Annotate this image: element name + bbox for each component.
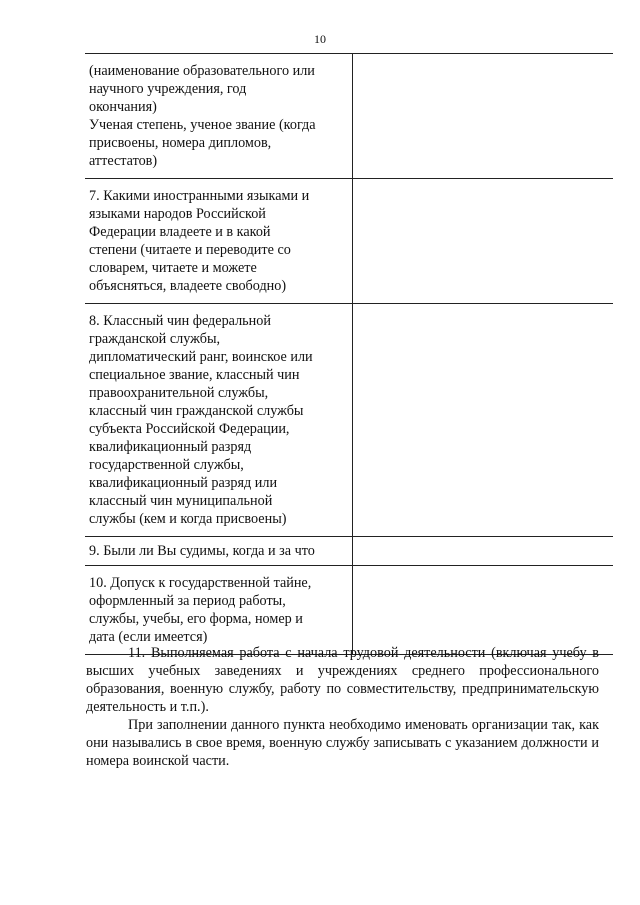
- question-cell: 8. Классный чин федеральной гражданской службы, дипломатический ранг, воинское или специальное звание, классный чин правоохранительной службы, классный чин гражданской службы субъекта Российской Федерации, квалификационный разряд государственной службы, квалификационный разряд или классный чин муниципальной службы (кем и когда присвоены): [85, 304, 353, 537]
- paragraph-11-text: 11. Выполняемая работа с начала трудовой деятельности (включая учебу в высших учебных заведениях и учреждениях среднего профессионального образования, военную службу, работу по совместительству, предпринимательскую деятельность и т.п.).: [86, 645, 599, 715]
- table-row: [85, 304, 613, 537]
- questionnaire-table: [85, 53, 613, 655]
- answer-cell[interactable]: [353, 304, 614, 537]
- question-cell: 9. Были ли Вы судимы, когда и за что: [85, 537, 353, 566]
- question-cell: 7. Какими иностранными языками и языками народов Российской Федерации владеете и в какой степени (читаете и переводите со словарем, читаете и можете объясняться, владеете свободно): [85, 179, 353, 304]
- answer-cell[interactable]: [353, 179, 614, 304]
- answer-cell[interactable]: [353, 566, 614, 655]
- table-row: [85, 54, 613, 179]
- answer-cell[interactable]: [353, 54, 614, 179]
- table-row: [85, 566, 613, 655]
- paragraph-instructions-text: При заполнении данного пункта необходимо именовать организации так, как они назывались в свое время, военную службу записывать с указанием должности и номера воинской части.: [86, 717, 599, 769]
- paragraph-11: [86, 644, 599, 716]
- paragraph-instructions: [86, 716, 599, 770]
- table-row: [85, 179, 613, 304]
- answer-cell[interactable]: [353, 537, 614, 566]
- page-number: 10: [314, 32, 326, 46]
- question-cell: 10. Допуск к государственной тайне, оформленный за период работы, службы, учебы, его форма, номер и дата (если имеется): [85, 566, 353, 655]
- table-row: [85, 537, 613, 566]
- question-cell: (наименование образовательного или научного учреждения, год окончания) Ученая степень, ученое звание (когда присвоены, номера дипломов, аттестатов): [85, 54, 353, 179]
